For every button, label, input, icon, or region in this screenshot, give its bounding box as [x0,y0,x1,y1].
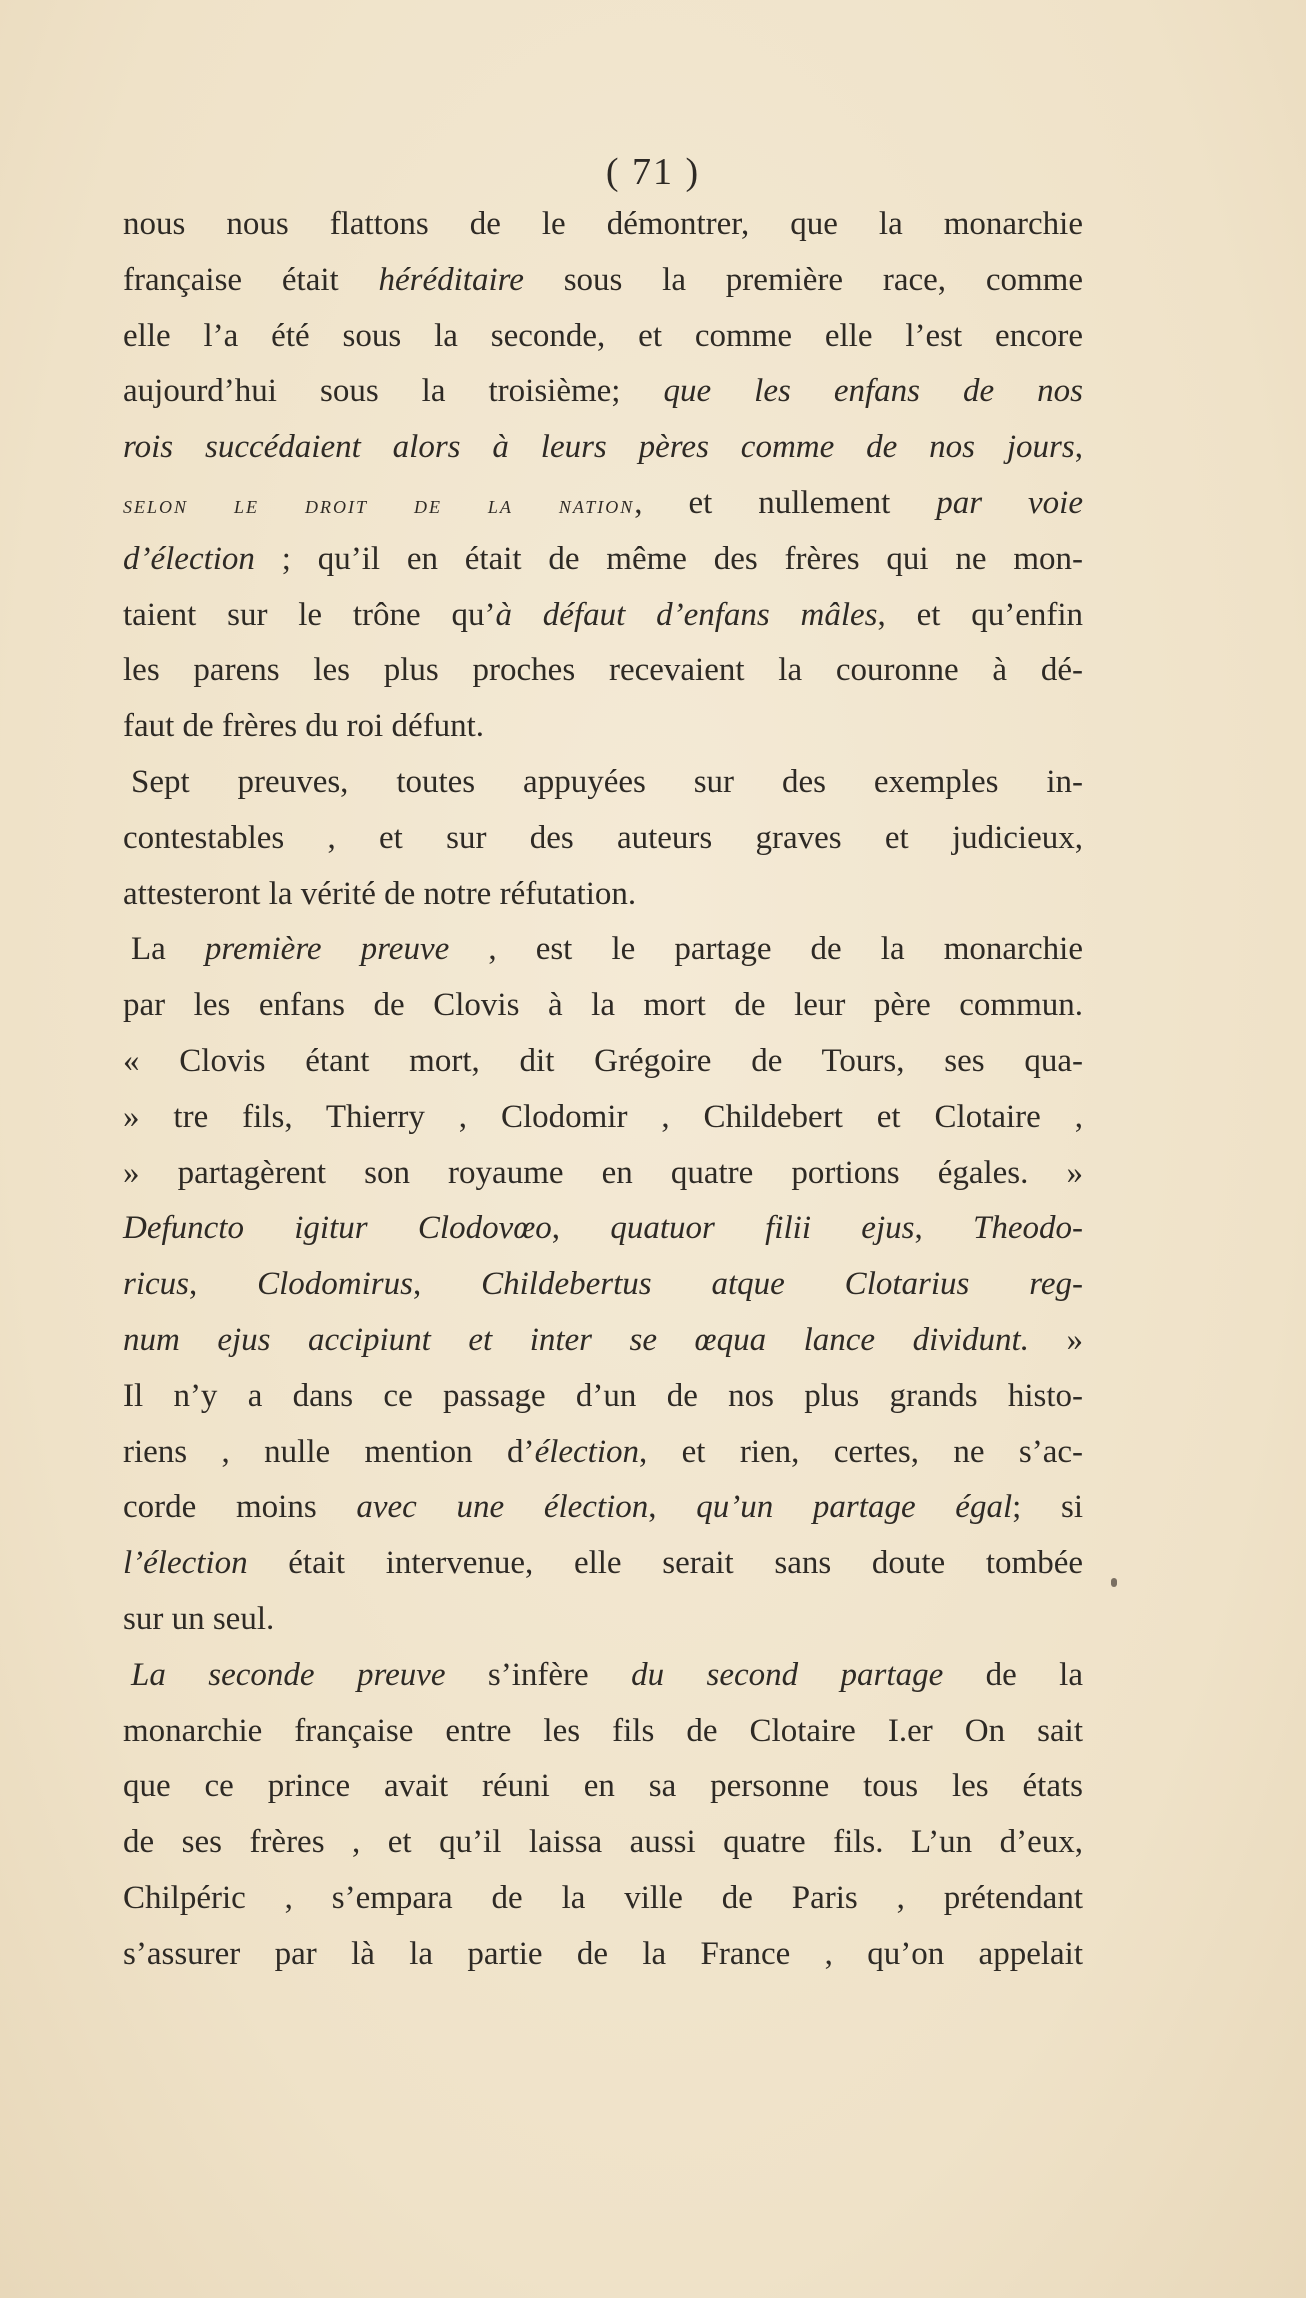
text-run: , [189,1266,258,1303]
text-line [123,1592,1083,1648]
small-caps-run: selon le droit de la nation [123,491,635,519]
text-line [123,588,1083,644]
italic-run: par voie [936,484,1083,521]
text-line [123,1201,1083,1257]
text-run: aujourd’hui sous la troisième; [123,373,664,410]
text-line [123,643,1083,699]
italic-run: à défaut d’enfans mâles [495,596,878,633]
text-line [123,811,1083,867]
text-run: était intervenue, elle serait sans doute tombée [247,1545,1083,1582]
italic-run: quatuor filii ejus [610,1210,915,1247]
text-run: nous nous flattons de le démontrer, que la monarchie [123,206,1083,242]
text-run: La [131,931,205,968]
text-line [123,1313,1083,1369]
text-run: ; qu’il en était de même des frères qui ne mon- [254,540,1083,577]
text-run: » tre fils, Thierry , Clodomir , Childebert et Clotaire , [123,1098,1083,1135]
text-line [123,755,1083,811]
italic-run: élection [534,1433,640,1470]
text-run: Sept preuves, toutes appuyées sur des exemples in- [131,763,1083,800]
text-run: par les enfans de Clovis à la mort de leur père commun. [123,987,1083,1024]
text-line [123,420,1083,476]
text-run: , [648,1489,697,1526]
text-run: « Clovis étant mort, dit Grégoire de Tours, ses qua- [123,1042,1083,1079]
text-run: taient sur le trône qu’ [123,596,496,633]
text-line [123,1871,1083,1927]
text-run: corde moins [123,1489,357,1526]
italic-run: héréditaire [378,261,524,298]
italic-run: Childebertus atque Clotarius reg- [481,1266,1084,1303]
italic-run: num ejus accipiunt et inter se œqua lance dividunt. [123,1321,1029,1358]
text-line [123,1648,1083,1704]
text-line [123,1257,1083,1313]
italic-run: Defuncto igitur Clodovœo [123,1210,552,1247]
text-line [123,1704,1083,1760]
italic-run: Theodo- [973,1210,1084,1247]
text-run: que ce prince avait réuni en sa personne tous les états [123,1768,1083,1805]
text-run: riens , nulle mention d’ [123,1433,535,1470]
text-line [123,922,1083,978]
text-run: monarchie française entre les fils de Clotaire I.er On sait [123,1712,1083,1749]
italic-run: qu’un partage égal [696,1489,1013,1526]
text-line [123,699,1083,755]
text-run: , et nullement [634,484,937,521]
text-run: ; si [1012,1489,1083,1526]
italic-run: l’élection [123,1545,248,1582]
text-run: contestables , et sur des auteurs graves et judicieux, [123,819,1083,856]
text-run: les parens les plus proches recevaient la couronne à dé- [123,652,1083,689]
text-run: s’assurer par là la partie de la France , qu’on appelait [123,1935,1083,1972]
text-line [123,532,1083,588]
text-run: française était [123,261,379,298]
text-line [123,1369,1083,1425]
text-line [123,253,1083,309]
body-text [123,197,1083,1983]
text-run: attesteront la vérité de notre réfutation. [123,875,637,912]
text-line [123,978,1083,1034]
text-run: » [1028,1321,1084,1358]
text-run: faut de frères du roi défunt. [123,708,485,745]
text-line [123,1480,1083,1536]
italic-run: première preuve [204,931,450,968]
text-line [123,309,1083,365]
text-line [123,1815,1083,1871]
text-run: Il n’y a dans ce passage d’un de nos plus grands histo- [123,1377,1083,1414]
text-run: de ses frères , et qu’il laissa aussi quatre fils. L’un d’eux, [123,1824,1083,1861]
text-line [123,1759,1083,1815]
text-run: sur un seul. [123,1600,275,1637]
text-line [123,476,1083,532]
ink-spot [1111,1578,1117,1587]
text-line [123,1034,1083,1090]
italic-run: La seconde preuve [131,1656,446,1693]
text-run: , et rien, certes, ne s’ac- [639,1433,1083,1470]
text-run: , et qu’enfin [877,596,1084,633]
text-run: , [1074,429,1083,466]
text-line [123,364,1083,420]
text-line [123,1927,1083,1983]
text-run: , [914,1210,974,1247]
text-run: , [551,1210,611,1247]
italic-run: du second partage [631,1656,944,1693]
text-run: , est le partage de la monarchie [449,931,1083,968]
text-run: Chilpéric , s’empara de la ville de Paris , prétendant [123,1879,1083,1916]
text-run: sous la première race, comme [523,261,1083,298]
text-line [123,197,1083,253]
text-run: s’infère [445,1656,632,1693]
text-line [123,1536,1083,1592]
text-run: elle l’a été sous la seconde, et comme elle l’est encore [123,317,1083,354]
text-run: de la [943,1656,1083,1693]
italic-run: Clodomirus [257,1266,413,1303]
italic-run: avec une élection [356,1489,649,1526]
italic-run: que les enfans de nos [663,373,1084,410]
italic-run: rois succédaient alors à leurs pères comme de nos jours [123,429,1075,466]
page-number-header: ( 71 ) [605,151,701,193]
text-run: , [413,1266,482,1303]
text-line [123,867,1083,923]
text-run: » partagèrent son royaume en quatre portions égales. » [123,1154,1083,1191]
text-line [123,1090,1083,1146]
italic-run: ricus [123,1266,189,1303]
italic-run: d’élection [123,540,255,577]
text-line [123,1425,1083,1481]
text-line [123,1146,1083,1202]
